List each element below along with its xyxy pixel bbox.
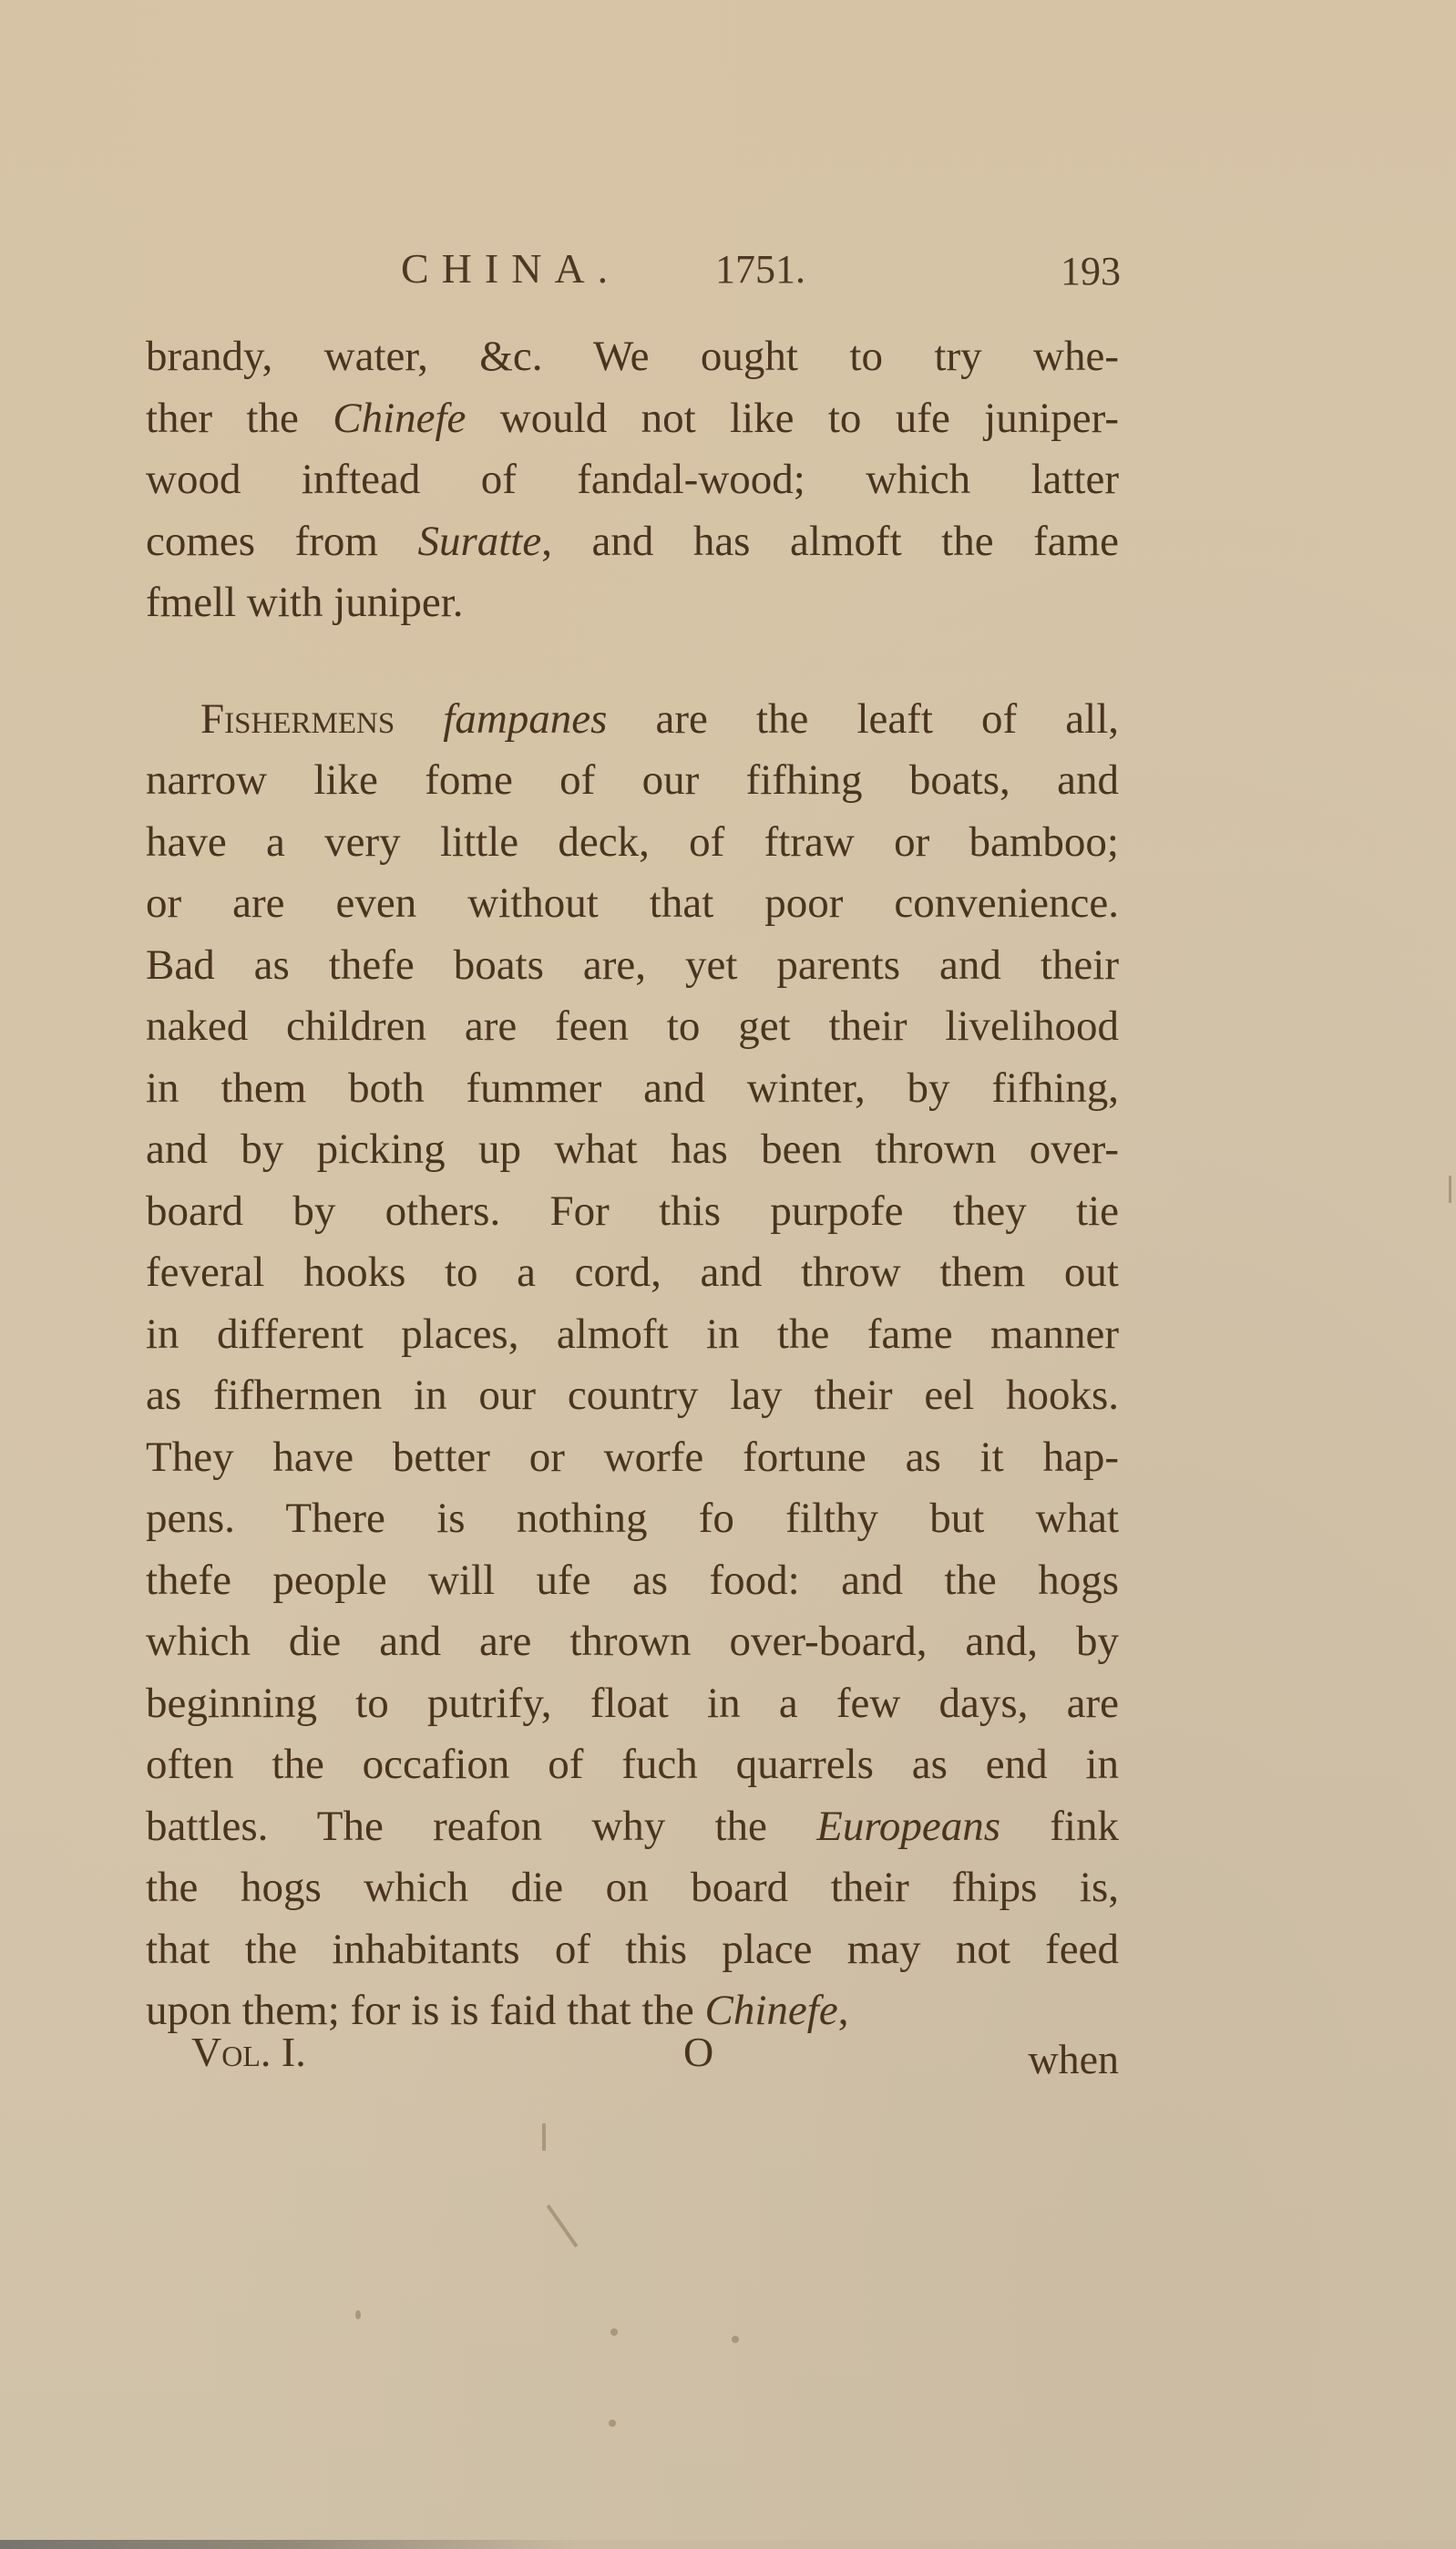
text-span: board by others. For this purpofe they tie: [146, 1187, 1119, 1235]
text-line: [146, 1857, 1119, 1919]
text-line: [146, 511, 1119, 573]
text-line: [146, 1119, 1119, 1181]
text-line: [146, 1304, 1119, 1366]
text-line: [146, 1673, 1119, 1735]
page-footer: [146, 2028, 1119, 2092]
text-span: fink: [1000, 1802, 1119, 1850]
text-line: [146, 388, 1119, 450]
italic-text: Chinefe: [333, 394, 467, 442]
text-span: as fifhermen in our country lay their eel hooks.: [146, 1372, 1119, 1419]
text-span: and by picking up what has been thrown over-: [146, 1125, 1119, 1173]
text-span: ,: [837, 1987, 849, 2034]
text-line: [146, 750, 1119, 812]
text-span: brandy, water, &c. We ought to try whe-: [146, 333, 1119, 380]
text-span: thefe people will ufe as food: and the hogs: [146, 1556, 1119, 1604]
text-span: or are even without that poor convenience.: [146, 879, 1119, 927]
text-line: [146, 1181, 1119, 1243]
text-span: would not like to ufe juniper-: [466, 394, 1119, 442]
text-span: [395, 695, 443, 743]
text-line: [146, 935, 1119, 997]
text-line: [146, 572, 1119, 634]
italic-text: Europeans: [816, 1802, 1001, 1850]
text-span: the hogs which die on board their fhips is,: [146, 1864, 1119, 1911]
text-span: naked children are feen to get their livelihood: [146, 1002, 1119, 1050]
running-head-title: CHINA.: [401, 245, 621, 292]
text-span: feveral hooks to a cord, and throw them out: [146, 1249, 1119, 1296]
text-line: [146, 1611, 1119, 1673]
text-span: in different places, almoft in the fame manner: [146, 1310, 1119, 1358]
body-text: [146, 326, 1119, 2042]
page-number: 193: [1061, 249, 1121, 293]
text-span: which die and are thrown over-board, and, by: [146, 1618, 1119, 1665]
text-line: [146, 1365, 1119, 1427]
text-span: Bad as thefe boats are, yet parents and their: [146, 940, 1119, 989]
text-line: [146, 1796, 1119, 1858]
text-line: [146, 1919, 1119, 1981]
paper-blemish: [732, 2336, 739, 2343]
paper-blemish: [355, 2310, 361, 2319]
signature-volume: Vol. I.: [191, 2029, 306, 2075]
text-span: have a very little deck, of ftraw or bamboo;: [146, 817, 1119, 866]
text-span: wood inftead of fandal-wood; which latter: [146, 456, 1119, 503]
paragraph-gap: [146, 634, 1119, 689]
text-span: upon them; for is is faid that the: [146, 1987, 705, 2034]
text-span: narrow like fome of our fifhing boats, and: [146, 756, 1119, 804]
smallcaps-text: Fishermens: [200, 694, 395, 743]
text-span: in them both fummer and winter, by fifhing,: [146, 1064, 1119, 1112]
italic-text: Suratte: [417, 517, 542, 565]
text-line: [146, 1427, 1119, 1489]
text-span: often the occafion of fuch quarrels as end in: [146, 1741, 1119, 1788]
text-line: [146, 326, 1119, 388]
text-line: [146, 449, 1119, 511]
text-line: [146, 873, 1119, 935]
paper-blemish: [542, 2123, 546, 2151]
text-span: , and has almoft the fame: [541, 517, 1119, 565]
text-span: pens. There is nothing fo filthy but what: [146, 1495, 1119, 1542]
text-line: [146, 996, 1119, 1058]
text-span: fmell with juniper.: [146, 579, 464, 626]
text-span: ther the: [146, 394, 333, 442]
paragraph-2: [146, 689, 1119, 2042]
text-line: [146, 689, 1119, 751]
text-line: [146, 1058, 1119, 1120]
paper-blemish: [609, 2420, 616, 2427]
text-line: [146, 812, 1119, 874]
italic-text: Chinefe: [704, 1987, 838, 2034]
text-span: beginning to putrify, float in a few days, are: [146, 1679, 1119, 1727]
running-head: [401, 244, 1121, 299]
text-line: [146, 1734, 1119, 1796]
text-line: [146, 1242, 1119, 1304]
running-head-year: 1751.: [715, 247, 805, 292]
italic-text: fampanes: [443, 694, 608, 743]
paragraph-1: [146, 326, 1119, 634]
paper-blemish: [610, 2328, 618, 2336]
paper-blemish: [547, 2205, 579, 2247]
paper-blemish: [1449, 1176, 1451, 1203]
text-span: battles. The reafon why the: [146, 1802, 817, 1850]
text-span: that the inhabitants of this place may not feed: [146, 1925, 1119, 1973]
text-span: comes from: [146, 517, 418, 565]
text-line: [146, 1488, 1119, 1550]
signature-mark: O: [683, 2029, 714, 2075]
text-span: are the leaft of all,: [607, 694, 1119, 743]
page-bottom-edge: [0, 2540, 1456, 2549]
catchword: when: [1028, 2036, 1119, 2082]
text-line: [146, 1550, 1119, 1612]
text-span: They have better or worfe fortune as it hap-: [146, 1433, 1119, 1481]
